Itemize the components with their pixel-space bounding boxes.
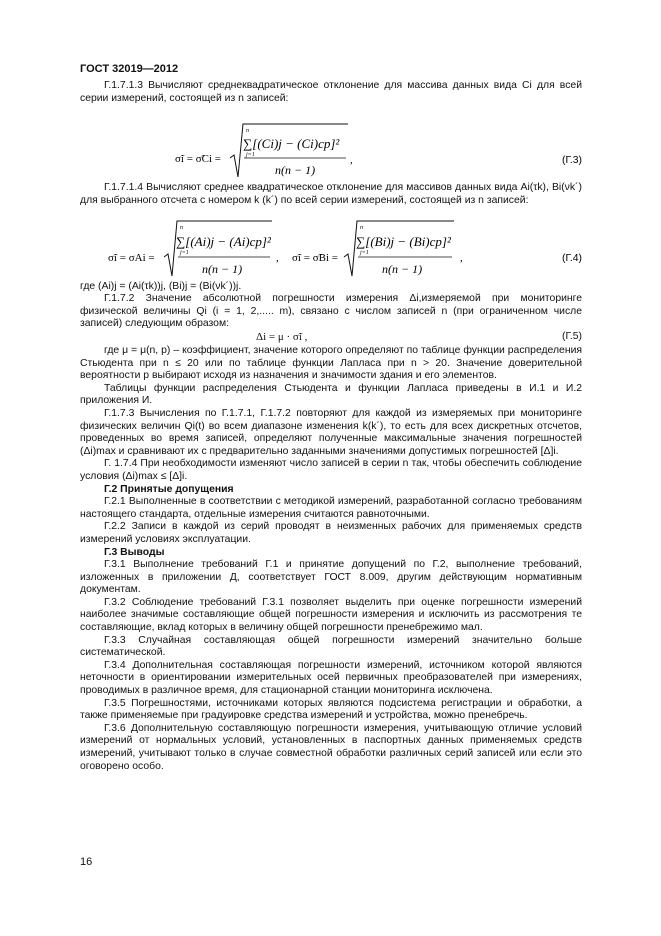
section-g-1-7-2 [80, 293, 582, 331]
equation-text: Δi = μ · σ̃i , [256, 331, 308, 343]
paragraph: Г.3.4 Дополнительная составляющая погрешности измерений, источником которой являются неточности в ориентировании измерительных осей первичных преобразователей при измерениях, проводимых в различное время, для стационарной станции мониторинга исключена. [80, 659, 582, 697]
paragraph: Г.2.2 Записи в каждой из серий проводят в неизменных рабочих для применяемых средств измерений условиях эксплуатации. [80, 521, 582, 545]
equation-g3 [80, 122, 582, 182]
sum-upper: n [246, 128, 249, 134]
standard-header: ГОСТ 32019—2012 [80, 63, 179, 75]
sum-upper-b: n [360, 225, 363, 231]
section-g-1-7-1-3 [80, 80, 582, 105]
paragraph: Г.1.7.2 Значение абсолютной погрешности измерения Δi,измеряемой при мониторинге физической величины Qi (i = 1, 2,..... m), связано с числом записей n (при ограниченном числе записей) следующим образом: [80, 293, 582, 330]
paragraph: Г.3.2 Соблюдение требований Г.3.1 позволяет выделить при оценке погрешности измерений наиболее значимые составляющие общей погрешности измерения и исключить из рассмотрения те составляющие, вклад которых в величину общей погрешности пренебрежимо мал. [80, 596, 582, 634]
equation-tail: , [350, 154, 353, 166]
section-heading: Г.2 Принятые допущения [104, 483, 234, 495]
sum-upper-a: n [180, 225, 183, 231]
equation-tail-b: , [460, 252, 463, 264]
section-heading: Г.3 Выводы [104, 546, 165, 558]
paragraph: где (Ai)j = (Ai(τk))j, (Bi)j = (Bi(νk´))j. [80, 281, 242, 292]
equation-number: (Г.4) [562, 253, 582, 264]
equation-lhs-a: σ̃i = σAi = [108, 252, 155, 264]
sum-lower: j=1 [246, 152, 255, 158]
page-number: 16 [80, 856, 93, 868]
denominator-b: n(n − 1) [382, 262, 423, 276]
paragraph: Г.3.1 Выполнение требований Г.1 и принятие допущений по Г.2, выполнение требований, изложенных в приложении Д, соответствует ГОСТ 8.009, другим действующим нормативным документам. [80, 559, 582, 596]
paragraph: Г.2.1 Выполненные в соответствии с методикой измерений, разработанной согласно требованиям настоящего стандарта, отдельные измерения считаются равноточными. [80, 496, 582, 520]
paragraph: Г.3.3 Случайная составляющая общей погрешности измерений значительно больше систематической. [80, 634, 582, 659]
equation-g5 [80, 331, 582, 345]
numerator-a: ∑[(Ai)j − (Ai)ср]² [176, 234, 271, 249]
equation-g4 [80, 219, 582, 279]
equation-number: (Г.5) [562, 331, 582, 342]
numerator: ∑[(Ci)j − (Ci)ср]² [243, 136, 340, 151]
numerator-b: ∑[(Bi)j − (Bi)ср]² [356, 234, 451, 249]
text-block-1 [80, 345, 582, 773]
paragraph: Г. 1.7.4 При необходимости изменяют число записей в серии n так, чтобы обеспечить соблюдение условия (Δi)max ≤ [Δ]i. [80, 458, 582, 482]
paragraph: Г.3.6 Дополнительную составляющую погрешности измерения, учитывающую отличие условий измерений от нормальных условий, установленных в паспортных данных применяемых средств измерений, учитывают только в случае совместной обработки различных серий записей или если это оговорено особо. [80, 722, 582, 772]
equation-number: (Г.3) [562, 155, 582, 166]
sum-lower-b: j=1 [360, 250, 369, 256]
equation-g3-graphic [80, 122, 582, 182]
paragraph: где μ = μ(n, p) – коэффициент, значение которого определяют по таблице функции распределения Стьюдента при n ≤ 20 или по таблице функции Лапласа при n > 20. Значение доверительной вероятности p выбирают исходя из назначения и значимости здания и его элементов. [80, 345, 582, 382]
denominator: n(n − 1) [275, 163, 316, 177]
where-clause-g4 [80, 281, 582, 294]
equation-lhs: σ̃i = σ̃Ci = [175, 153, 221, 165]
equation-g4-graphic [80, 219, 582, 279]
paragraph: Таблицы функции распределения Стьюдента и функции Лапласа приведены в И.1 и И.2 приложения И. [80, 382, 582, 407]
equation-tail-a: , [276, 252, 279, 264]
paragraph: Г.1.7.1.4 Вычисляют среднее квадратическое отклонение для массивов данных вида Ai(τk), Bi(νk´) для выбранного отсчета с номером k (k´) по всей серии измерений, состоящей из n записей: [80, 182, 582, 206]
paragraph: Г.3.5 Погрешностями, источниками которых являются подсистема регистрации и обработки, а также применяемые при градуировке средства измерений и устройства, можно пренебречь. [80, 697, 582, 722]
sum-lower-a: j=1 [180, 250, 189, 256]
denominator-a: n(n − 1) [202, 262, 243, 276]
paragraph: Г.1.7.3 Вычисления по Г.1.7.1, Г.1.7.2 повторяют для каждой из измеряемых при мониторинге физических величин Qi(t) во всем диапазоне изменения k(k´), то есть для всех дискретных отсчетов, проведенных во время записей, определяют полученные максимальные значения погрешностей (Δi)max и сравнивают их с предварительно заданными значениями допустимых погрешностей [Δ]i. [80, 407, 582, 457]
paragraph: Г.1.7.1.3 Вычисляют среднеквадратическое отклонение для массива данных вида Ci для всей серии измерений, состоящей из n записей: [80, 80, 582, 104]
section-g-1-7-1-4 [80, 182, 582, 207]
equation-lhs-b: σ̃i = σ̃Bi = [292, 252, 338, 264]
